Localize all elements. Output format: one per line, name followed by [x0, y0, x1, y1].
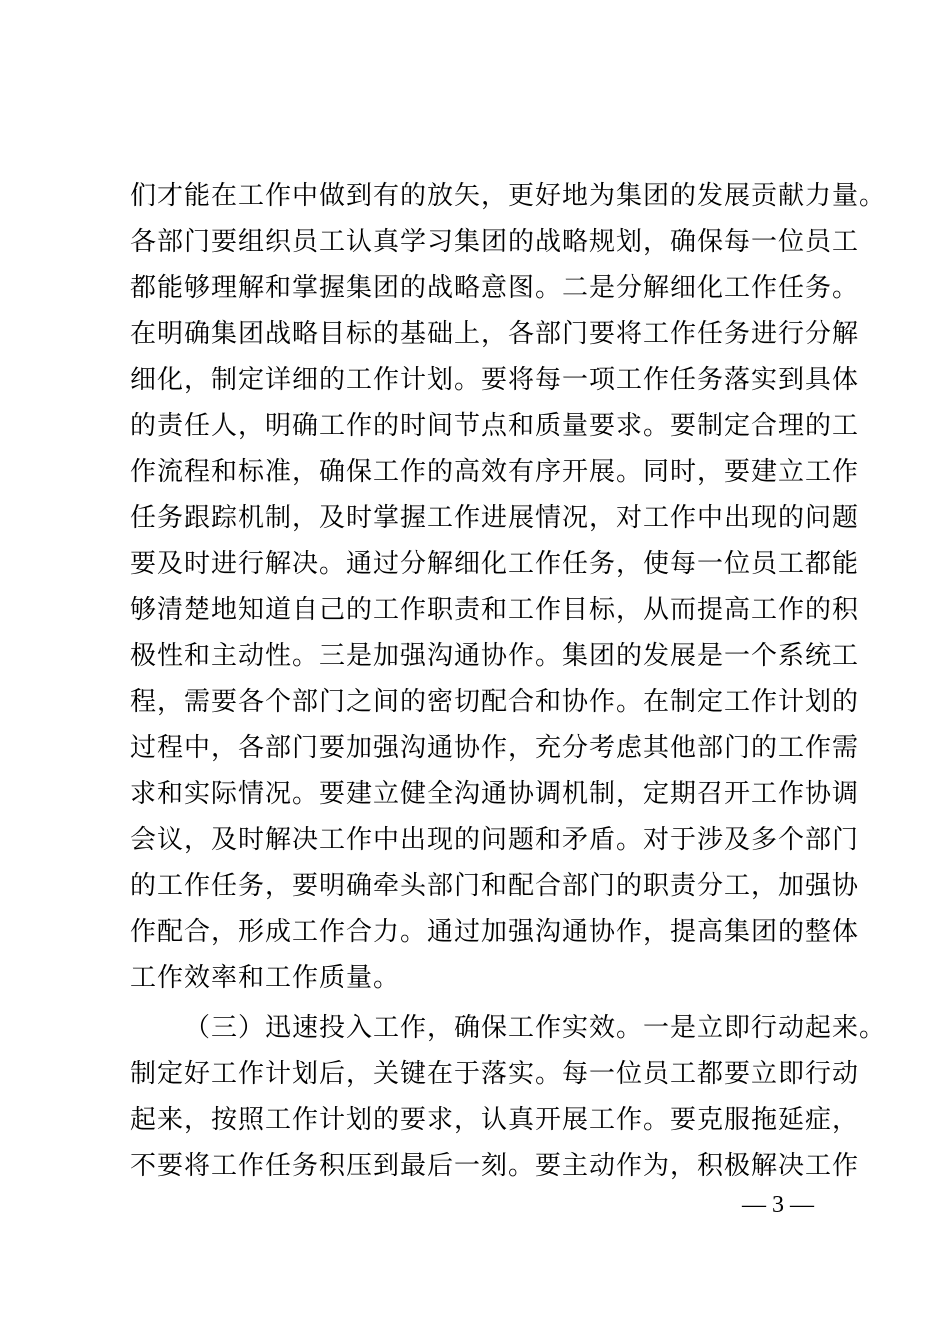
page-number: — 3 — — [742, 1192, 814, 1218]
text-line: 工作效率和工作质量。 — [130, 963, 401, 993]
text-line: 会议，及时解决工作中出现的问题和矛盾。对于涉及多个部门 — [130, 825, 860, 855]
text-line: 过程中，各部门要加强沟通协作，充分考虑其他部门的工作需 — [130, 733, 860, 763]
text-line: 细化，制定详细的工作计划。要将每一项工作任务落实到具体 — [130, 365, 860, 395]
text-line: 起来，按照工作计划的要求，认真开展工作。要克服拖延症， — [130, 1105, 860, 1135]
text-line: 够清楚地知道自己的工作职责和工作目标，从而提高工作的积 — [130, 595, 860, 625]
text-line: 不要将工作任务积压到最后一刻。要主动作为，积极解决工作 — [130, 1151, 860, 1181]
text-line: 的工作任务，要明确牵头部门和配合部门的职责分工，加强协 — [130, 871, 860, 901]
text-line: 作流程和标准，确保工作的高效有序开展。同时，要建立工作 — [130, 457, 860, 487]
text-line: 求和实际情况。要建立健全沟通协调机制，定期召开工作协调 — [130, 779, 860, 809]
text-line: 制定好工作计划后，关键在于落实。每一位员工都要立即行动 — [130, 1059, 860, 1089]
text-line: 作配合，形成工作合力。通过加强沟通协作，提高集团的整体 — [130, 917, 860, 947]
section-heading-line: （三）迅速投入工作，确保工作实效。一是立即行动起来。 — [184, 1013, 887, 1043]
text-line: 各部门要组织员工认真学习集团的战略规划，确保每一位员工 — [130, 227, 860, 257]
text-line: 的责任人，明确工作的时间节点和质量要求。要制定合理的工 — [130, 411, 860, 441]
text-line: 要及时进行解决。通过分解细化工作任务，使每一位员工都能 — [130, 549, 860, 579]
text-line: 任务跟踪机制，及时掌握工作进展情况，对工作中出现的问题 — [130, 503, 860, 533]
text-line: 极性和主动性。三是加强沟通协作。集团的发展是一个系统工 — [130, 641, 860, 671]
text-line: 程，需要各个部门之间的密切配合和协作。在制定工作计划的 — [130, 687, 860, 717]
text-line: 在明确集团战略目标的基础上，各部门要将工作任务进行分解 — [130, 319, 860, 349]
text-line: 都能够理解和掌握集团的战略意图。二是分解细化工作任务。 — [130, 273, 860, 303]
text-line: 们才能在工作中做到有的放矢，更好地为集团的发展贡献力量。 — [130, 181, 887, 211]
